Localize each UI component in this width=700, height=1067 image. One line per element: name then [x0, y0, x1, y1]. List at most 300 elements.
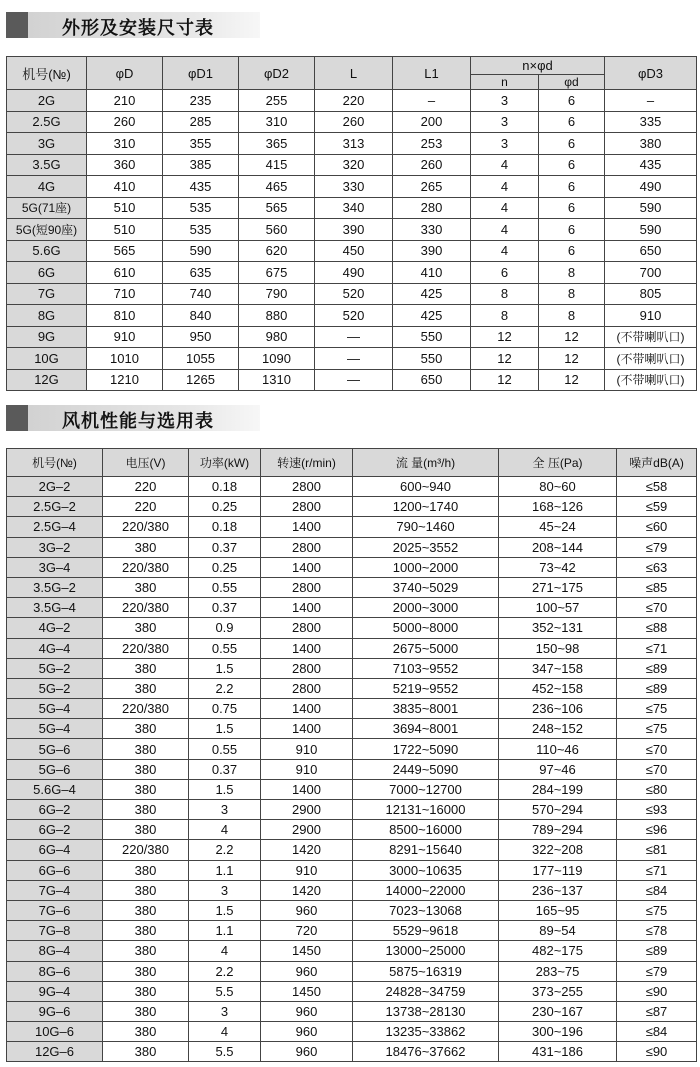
table-cell: (不带喇叭口)	[605, 369, 697, 391]
table-row	[7, 497, 697, 517]
table-cell: ≤89	[617, 658, 697, 678]
column-header: 功率(kW)	[189, 449, 261, 477]
table-cell: 1.1	[189, 921, 261, 941]
table-cell: 550	[393, 348, 471, 370]
table-cell: 8291~15640	[353, 840, 499, 860]
table-cell: 510	[87, 197, 163, 219]
header-d3: φD3	[605, 57, 697, 90]
table-cell: 380	[103, 759, 189, 779]
model-cell: 7G–4	[7, 880, 103, 900]
table-row	[7, 638, 697, 658]
model-cell: 6G–6	[7, 860, 103, 880]
header-nxd: n×φd	[471, 57, 605, 75]
table-cell: 789~294	[499, 820, 617, 840]
table-cell: 3	[189, 800, 261, 820]
table-row	[7, 900, 697, 920]
table-cell: 635	[163, 262, 239, 284]
model-cell: 3G–4	[7, 557, 103, 577]
table-cell: 620	[239, 240, 315, 262]
table-cell: 1.5	[189, 658, 261, 678]
model-cell: 5G–6	[7, 739, 103, 759]
table-cell: 3	[471, 90, 539, 112]
table-cell: 330	[393, 219, 471, 241]
model-cell: 8G–4	[7, 941, 103, 961]
table-cell: 720	[261, 921, 353, 941]
table-cell: 0.55	[189, 739, 261, 759]
table-cell: 5875~16319	[353, 961, 499, 981]
model-cell: 5.6G–4	[7, 779, 103, 799]
table-cell: ≤71	[617, 860, 697, 880]
table-cell: 13235~33862	[353, 1022, 499, 1042]
table-cell: ≤70	[617, 739, 697, 759]
header-model: 机号(№)	[7, 57, 87, 90]
table-cell: 6	[471, 262, 539, 284]
table-cell: 425	[393, 283, 471, 305]
table-cell: 380	[103, 961, 189, 981]
column-header: 噪声dB(A)	[617, 449, 697, 477]
table-cell: 980	[239, 326, 315, 348]
table-cell: 220/380	[103, 840, 189, 860]
table-cell: –	[605, 90, 697, 112]
table-cell: 840	[163, 305, 239, 327]
table-cell: 3	[471, 111, 539, 133]
table-cell: 2800	[261, 537, 353, 557]
table-cell: 380	[103, 800, 189, 820]
table-row	[7, 197, 697, 219]
table-row	[7, 133, 697, 155]
table-row	[7, 840, 697, 860]
table-cell: 410	[393, 262, 471, 284]
table-cell: (不带喇叭口)	[605, 326, 697, 348]
table-cell: 373~255	[499, 981, 617, 1001]
table-cell: 0.9	[189, 618, 261, 638]
table-cell: ≤71	[617, 638, 697, 658]
table-cell: 360	[87, 154, 163, 176]
table-row	[7, 283, 697, 305]
table-cell: 347~158	[499, 658, 617, 678]
table-cell: 220/380	[103, 699, 189, 719]
table-cell: 2.2	[189, 678, 261, 698]
table-cell: 510	[87, 219, 163, 241]
model-cell: 6G–4	[7, 840, 103, 860]
table-cell: 236~106	[499, 699, 617, 719]
table-cell: 560	[239, 219, 315, 241]
header-d: φD	[87, 57, 163, 90]
table-cell: 960	[261, 1042, 353, 1062]
section-title: 外形及安装尺寸表	[62, 18, 214, 39]
table-cell: 910	[261, 739, 353, 759]
table-cell: 236~137	[499, 880, 617, 900]
table-row	[7, 111, 697, 133]
model-cell: 7G	[7, 283, 87, 305]
table-row	[7, 154, 697, 176]
table-cell: 4	[471, 197, 539, 219]
table-cell: 6	[539, 90, 605, 112]
table-row	[7, 800, 697, 820]
table-cell: 4	[471, 176, 539, 198]
table-cell: 960	[261, 900, 353, 920]
table-cell: 380	[103, 618, 189, 638]
table-cell: 13000~25000	[353, 941, 499, 961]
dimensions-table	[6, 56, 697, 391]
table-cell: 97~46	[499, 759, 617, 779]
table-cell: 248~152	[499, 719, 617, 739]
table-cell: 0.75	[189, 699, 261, 719]
model-cell: 4G–4	[7, 638, 103, 658]
table-cell: ≤84	[617, 880, 697, 900]
section-marker	[6, 12, 28, 38]
table-cell: 700	[605, 262, 697, 284]
table-cell: 6	[539, 111, 605, 133]
table-cell: 520	[315, 305, 393, 327]
table-row	[7, 739, 697, 759]
table-cell: 2800	[261, 497, 353, 517]
table-cell: 0.18	[189, 517, 261, 537]
column-header: 电压(V)	[103, 449, 189, 477]
table-cell: 880	[239, 305, 315, 327]
table-cell: 6	[539, 219, 605, 241]
table-cell: 5000~8000	[353, 618, 499, 638]
table-cell: 610	[87, 262, 163, 284]
table-cell: 2.2	[189, 840, 261, 860]
table-cell: 4	[189, 941, 261, 961]
table-cell: 12	[471, 348, 539, 370]
table-cell: 1265	[163, 369, 239, 391]
table-cell: ≤63	[617, 557, 697, 577]
table-cell: ≤75	[617, 900, 697, 920]
model-cell: 2.5G–2	[7, 497, 103, 517]
table-cell: 0.55	[189, 638, 261, 658]
table-cell: ≤75	[617, 699, 697, 719]
table-row	[7, 1022, 697, 1042]
table-cell: 380	[103, 678, 189, 698]
table-cell: 12	[471, 369, 539, 391]
table-cell: ≤79	[617, 961, 697, 981]
table-cell: 352~131	[499, 618, 617, 638]
table-cell: 177~119	[499, 860, 617, 880]
table-cell: ≤81	[617, 840, 697, 860]
model-cell: 5G–6	[7, 759, 103, 779]
table-cell: 410	[87, 176, 163, 198]
table-cell: 0.55	[189, 577, 261, 597]
header-n: n	[471, 75, 539, 90]
table-cell: 150~98	[499, 638, 617, 658]
table-cell: 6	[539, 176, 605, 198]
model-cell: 2.5G	[7, 111, 87, 133]
model-cell: 3.5G–2	[7, 577, 103, 597]
table-cell: ≤89	[617, 941, 697, 961]
table-cell: 380	[103, 779, 189, 799]
column-header: 全 压(Pa)	[499, 449, 617, 477]
table-cell: ≤96	[617, 820, 697, 840]
table-cell: 380	[103, 537, 189, 557]
table-row	[7, 1001, 697, 1021]
table-cell: 910	[261, 759, 353, 779]
table-cell: 8	[539, 305, 605, 327]
table-cell: 380	[103, 941, 189, 961]
table-cell: 380	[103, 921, 189, 941]
table-cell: 535	[163, 219, 239, 241]
table-cell: 790	[239, 283, 315, 305]
table-cell: 7000~12700	[353, 779, 499, 799]
model-cell: 6G–2	[7, 820, 103, 840]
table-row	[7, 477, 697, 497]
table-cell: —	[315, 369, 393, 391]
table-row	[7, 880, 697, 900]
table-cell: ≤88	[617, 618, 697, 638]
model-cell: 5G–2	[7, 658, 103, 678]
table-cell: 220/380	[103, 598, 189, 618]
table-cell: 340	[315, 197, 393, 219]
table-row	[7, 921, 697, 941]
table-cell: 255	[239, 90, 315, 112]
model-cell: 10G	[7, 348, 87, 370]
table-cell: 283~75	[499, 961, 617, 981]
table-cell: ≤80	[617, 779, 697, 799]
table-cell: 435	[163, 176, 239, 198]
table-cell: 210	[87, 90, 163, 112]
table-row	[7, 860, 697, 880]
table-cell: 4	[471, 154, 539, 176]
table-cell: 265	[393, 176, 471, 198]
model-cell: 7G–6	[7, 900, 103, 920]
table-row	[7, 557, 697, 577]
table-cell: 390	[315, 219, 393, 241]
table-row	[7, 941, 697, 961]
table-cell: 4	[471, 240, 539, 262]
table-cell: 910	[87, 326, 163, 348]
table-cell: 3000~10635	[353, 860, 499, 880]
table-cell: 330	[315, 176, 393, 198]
table-cell: 24828~34759	[353, 981, 499, 1001]
table-cell: 3	[189, 1001, 261, 1021]
table-cell: ≤79	[617, 537, 697, 557]
model-cell: 10G–6	[7, 1022, 103, 1042]
table-cell: 810	[87, 305, 163, 327]
table-cell: 590	[605, 219, 697, 241]
table-cell: 2000~3000	[353, 598, 499, 618]
table-cell: 355	[163, 133, 239, 155]
table-row	[7, 699, 697, 719]
table-row	[7, 176, 697, 198]
table-cell: 425	[393, 305, 471, 327]
table-cell: 300~196	[499, 1022, 617, 1042]
model-cell: 9G–6	[7, 1001, 103, 1021]
table-cell: 1450	[261, 981, 353, 1001]
model-cell: 12G	[7, 369, 87, 391]
model-cell: 2.5G–4	[7, 517, 103, 537]
model-cell: 3G	[7, 133, 87, 155]
table-cell: 2800	[261, 658, 353, 678]
table-cell: 3694~8001	[353, 719, 499, 739]
table-cell: 220	[315, 90, 393, 112]
table-cell: 380	[103, 719, 189, 739]
table-cell: 110~46	[499, 739, 617, 759]
table-cell: 1400	[261, 557, 353, 577]
table-row	[7, 1042, 697, 1062]
table-cell: 12	[471, 326, 539, 348]
performance-table	[6, 448, 697, 1062]
table-row	[7, 219, 697, 241]
table-cell: 6	[539, 240, 605, 262]
table-row	[7, 678, 697, 698]
table-cell: 0.37	[189, 598, 261, 618]
table-cell: 8	[471, 305, 539, 327]
table-cell: 12	[539, 348, 605, 370]
table-cell: 550	[393, 326, 471, 348]
table-cell: 2900	[261, 800, 353, 820]
model-cell: 9G	[7, 326, 87, 348]
table-cell: 380	[103, 820, 189, 840]
table-cell: 168~126	[499, 497, 617, 517]
table-row	[7, 305, 697, 327]
table-cell: 0.37	[189, 759, 261, 779]
table-cell: 805	[605, 283, 697, 305]
table-cell: ≤70	[617, 598, 697, 618]
table-cell: 2.2	[189, 961, 261, 981]
table-cell: 0.37	[189, 537, 261, 557]
table-cell: 235	[163, 90, 239, 112]
table-cell: 12	[539, 326, 605, 348]
table-cell: 12	[539, 369, 605, 391]
table-cell: 380	[103, 981, 189, 1001]
table-cell: 18476~37662	[353, 1042, 499, 1062]
table-cell: 1400	[261, 598, 353, 618]
table-row	[7, 779, 697, 799]
table-cell: 950	[163, 326, 239, 348]
table-row	[7, 981, 697, 1001]
section-header-performance	[6, 405, 260, 431]
model-cell: 5G(短90座)	[7, 219, 87, 241]
column-header: 机号(№)	[7, 449, 103, 477]
table-cell: 80~60	[499, 477, 617, 497]
table-cell: 790~1460	[353, 517, 499, 537]
table-cell: 0.25	[189, 497, 261, 517]
table-cell: 380	[103, 900, 189, 920]
table-cell: 260	[87, 111, 163, 133]
model-cell: 4G–2	[7, 618, 103, 638]
column-header: 流 量(m³/h)	[353, 449, 499, 477]
table-cell: 5529~9618	[353, 921, 499, 941]
section-header-dimensions	[6, 12, 260, 38]
table-cell: 960	[261, 1001, 353, 1021]
table-cell: 310	[87, 133, 163, 155]
table-cell: 310	[239, 111, 315, 133]
table-cell: 89~54	[499, 921, 617, 941]
table-row	[7, 326, 697, 348]
table-row	[7, 517, 697, 537]
table-cell: 8	[539, 262, 605, 284]
table-cell: 284~199	[499, 779, 617, 799]
table-cell: 253	[393, 133, 471, 155]
table-cell: ≤90	[617, 981, 697, 1001]
model-cell: 5G–4	[7, 699, 103, 719]
table-cell: 14000~22000	[353, 880, 499, 900]
table-cell: (不带喇叭口)	[605, 348, 697, 370]
table-cell: 435	[605, 154, 697, 176]
table-cell: 0.25	[189, 557, 261, 577]
table-cell: 380	[605, 133, 697, 155]
table-cell: ≤89	[617, 678, 697, 698]
table-row	[7, 961, 697, 981]
table-cell: 1420	[261, 840, 353, 860]
model-cell: 12G–6	[7, 1042, 103, 1062]
table-cell: 380	[103, 860, 189, 880]
table-row	[7, 598, 697, 618]
table-cell: 1.5	[189, 900, 261, 920]
model-cell: 5G–2	[7, 678, 103, 698]
table-cell: 2800	[261, 678, 353, 698]
table-cell: ≤70	[617, 759, 697, 779]
model-cell: 4G	[7, 176, 87, 198]
table-cell: 380	[103, 1022, 189, 1042]
table-cell: 220/380	[103, 638, 189, 658]
model-cell: 2G–2	[7, 477, 103, 497]
table-cell: 8500~16000	[353, 820, 499, 840]
model-cell: 8G–6	[7, 961, 103, 981]
table-cell: 165~95	[499, 900, 617, 920]
table-cell: 2800	[261, 577, 353, 597]
table-cell: 2800	[261, 618, 353, 638]
table-cell: 3740~5029	[353, 577, 499, 597]
table-cell: ≤60	[617, 517, 697, 537]
table-cell: 280	[393, 197, 471, 219]
table-cell: 6	[539, 154, 605, 176]
table-cell: 6	[539, 197, 605, 219]
table-cell: ≤59	[617, 497, 697, 517]
table-cell: 220	[103, 477, 189, 497]
table-cell: 1210	[87, 369, 163, 391]
model-cell: 5.6G	[7, 240, 87, 262]
table-cell: 1200~1740	[353, 497, 499, 517]
table-cell: —	[315, 326, 393, 348]
table-cell: 4	[471, 219, 539, 241]
table-cell: 285	[163, 111, 239, 133]
table-cell: 452~158	[499, 678, 617, 698]
table-cell: 710	[87, 283, 163, 305]
model-cell: 6G	[7, 262, 87, 284]
model-cell: 3.5G	[7, 154, 87, 176]
table-cell: 380	[103, 880, 189, 900]
table-cell: 73~42	[499, 557, 617, 577]
table-cell: 5.5	[189, 1042, 261, 1062]
table-cell: 1400	[261, 719, 353, 739]
model-cell: 3G–2	[7, 537, 103, 557]
table-cell: 1010	[87, 348, 163, 370]
table-cell: 1400	[261, 779, 353, 799]
table-cell: 1420	[261, 880, 353, 900]
table-cell: 1400	[261, 638, 353, 658]
table-cell: 465	[239, 176, 315, 198]
model-cell: 5G(71座)	[7, 197, 87, 219]
table-cell: 230~167	[499, 1001, 617, 1021]
table-cell: 4	[189, 820, 261, 840]
table-row	[7, 759, 697, 779]
table-cell: 570~294	[499, 800, 617, 820]
table-row	[7, 719, 697, 739]
table-cell: 1310	[239, 369, 315, 391]
table-cell: 385	[163, 154, 239, 176]
table-cell: 271~175	[499, 577, 617, 597]
performance-header-row	[7, 449, 697, 477]
section-marker	[6, 405, 28, 431]
table-cell: 910	[605, 305, 697, 327]
table-cell: 590	[163, 240, 239, 262]
table-cell: 1055	[163, 348, 239, 370]
table-row	[7, 369, 697, 391]
table-row	[7, 577, 697, 597]
table-cell: 380	[103, 658, 189, 678]
